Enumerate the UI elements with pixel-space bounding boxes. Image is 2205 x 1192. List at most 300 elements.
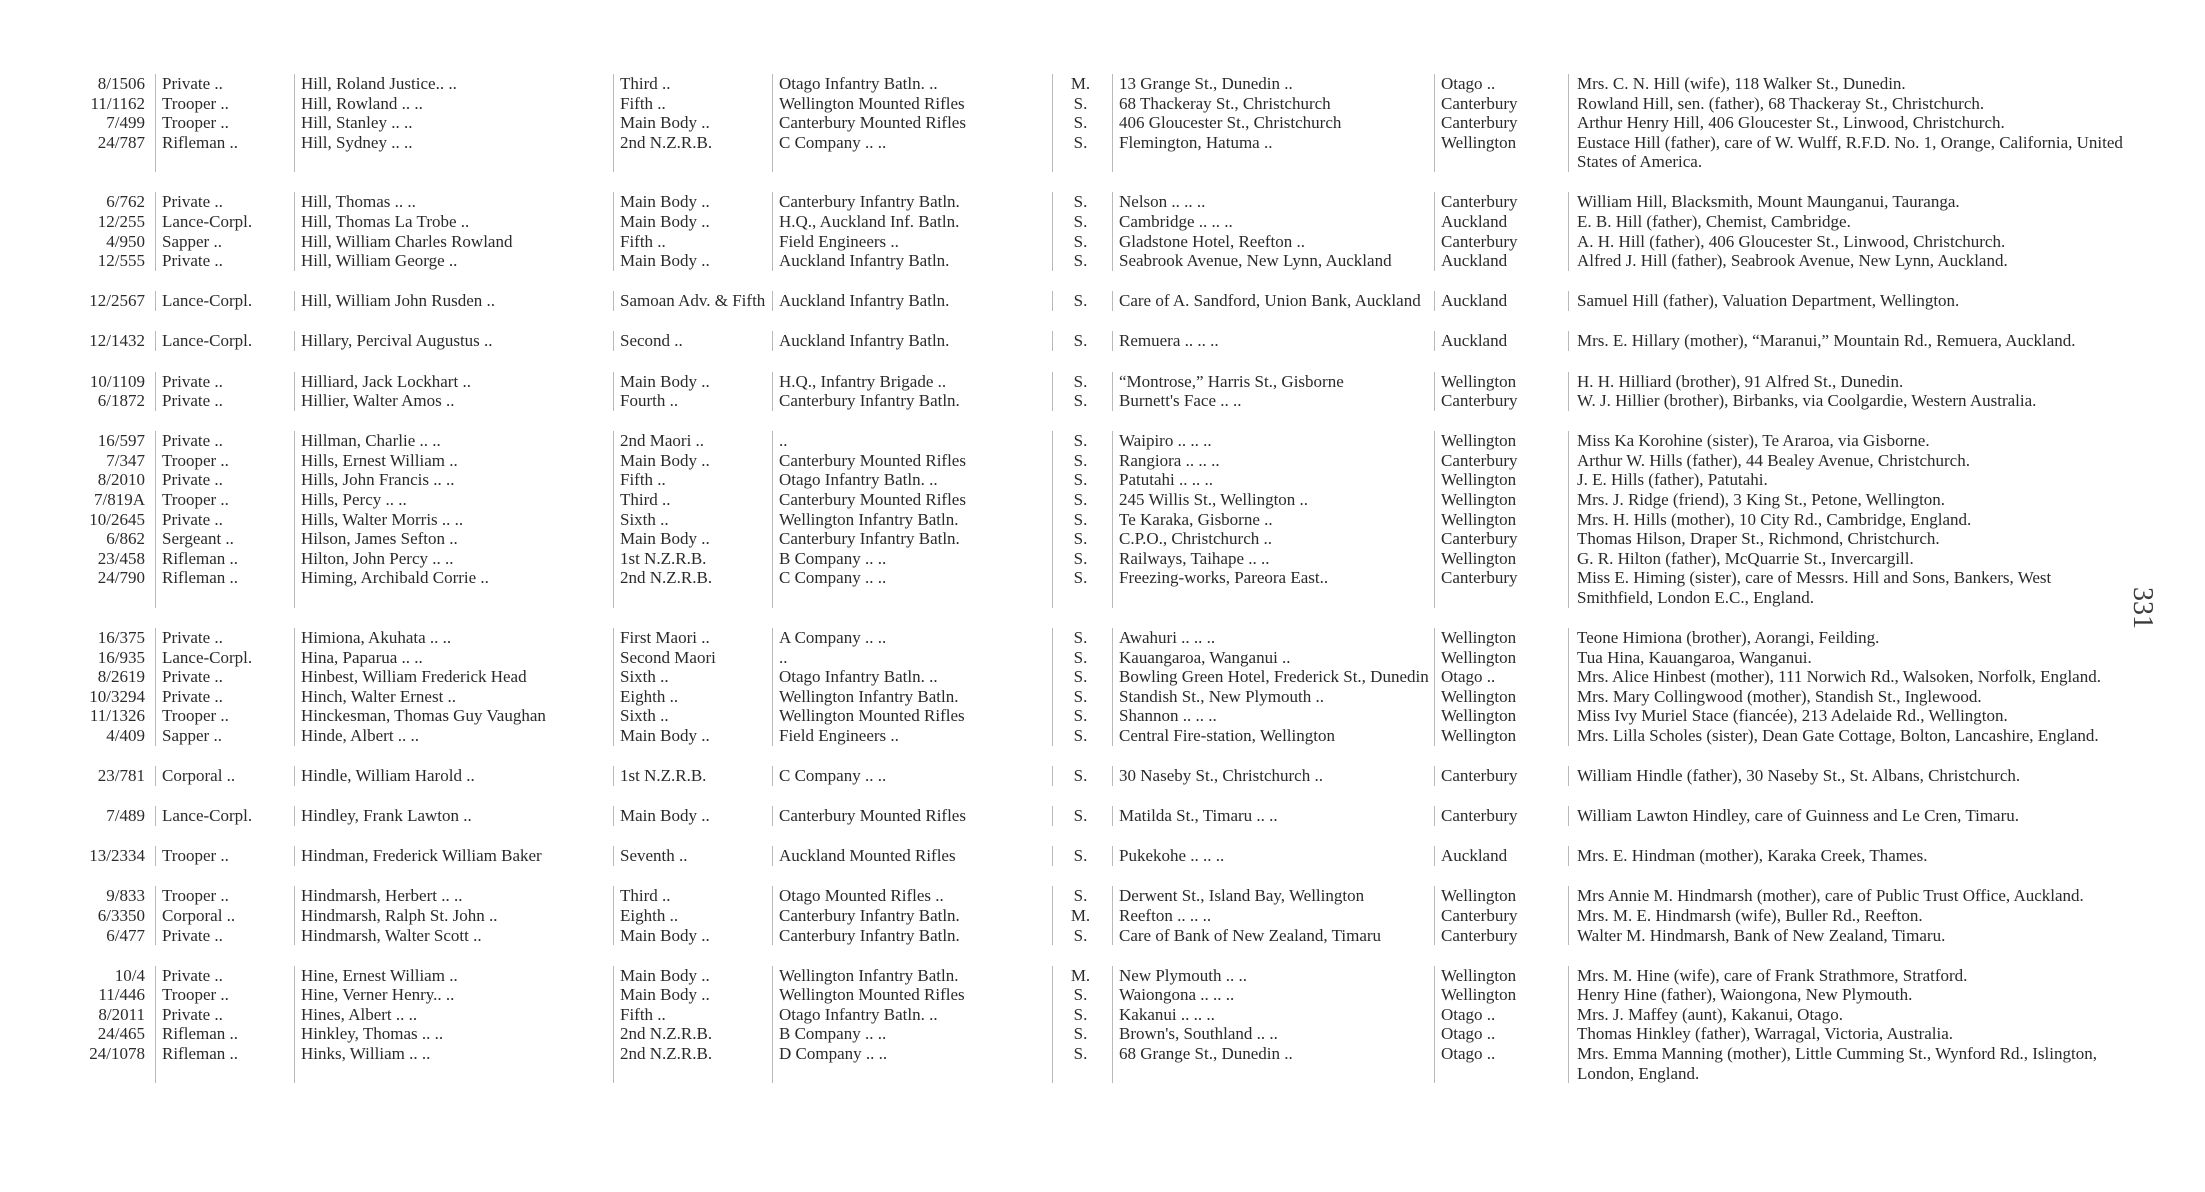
draft-cell: Main Body .. xyxy=(613,985,772,1005)
marital-status-cell: S. xyxy=(1052,1044,1112,1083)
next-of-kin-cell: Miss Ka Korohine (sister), Te Araroa, via Gisborne. xyxy=(1568,431,2130,451)
next-of-kin-cell: Mrs. M. E. Hindmarsh (wife), Buller Rd., Reefton. xyxy=(1568,906,2130,926)
rank-cell: Trooper .. xyxy=(155,985,294,1005)
district-cell: Canterbury xyxy=(1434,906,1568,926)
service-number-cell: 23/458 xyxy=(97,548,145,568)
district-cell: Wellington xyxy=(1434,510,1568,530)
district-cell: Canterbury xyxy=(1434,232,1568,252)
district-cell: Wellington xyxy=(1434,726,1568,746)
marital-status-cell: S. xyxy=(1052,232,1112,252)
unit-cell: Wellington Mounted Rifles xyxy=(772,706,1052,726)
draft-cell: Third .. xyxy=(613,74,772,94)
district-cell: Wellington xyxy=(1434,628,1568,648)
unit-cell: Canterbury Mounted Rifles xyxy=(772,451,1052,471)
draft-cell: First Maori .. xyxy=(613,628,772,648)
rank-cell: Trooper .. xyxy=(155,113,294,133)
last-address-cell: “Montrose,” Harris St., Gisborne xyxy=(1112,372,1434,392)
service-number-cell: 6/477 xyxy=(106,925,145,945)
soldier-name-cell: Hillman, Charlie .. .. xyxy=(294,431,613,451)
next-of-kin-cell: Eustace Hill (father), care of W. Wulff, R.F.D. No. 1, Orange, California, United States of America. xyxy=(1568,133,2130,172)
draft-cell: Second Maori xyxy=(613,648,772,668)
service-number-cell: 7/499 xyxy=(106,113,145,133)
service-number-cell: 9/833 xyxy=(106,886,145,906)
table-row xyxy=(55,251,2130,271)
rank-cell: Rifleman .. xyxy=(155,1044,294,1083)
next-of-kin-cell: Mrs. E. Hillary (mother), “Maranui,” Mountain Rd., Remuera, Auckland. xyxy=(1568,331,2130,351)
soldier-name-cell: Hinks, William .. .. xyxy=(294,1044,613,1083)
draft-cell: 1st N.Z.R.B. xyxy=(613,766,772,786)
service-number-cell: 10/2645 xyxy=(89,509,145,529)
next-of-kin-cell: Arthur W. Hills (father), 44 Bealey Avenue, Christchurch. xyxy=(1568,451,2130,471)
unit-cell: Canterbury Mounted Rifles xyxy=(772,490,1052,510)
unit-cell: A Company .. .. xyxy=(772,628,1052,648)
district-cell: Wellington xyxy=(1434,706,1568,726)
soldier-name-cell: Hilton, John Percy .. .. xyxy=(294,549,613,569)
soldier-name-cell: Hill, Sydney .. .. xyxy=(294,133,613,172)
unit-cell: C Company .. .. xyxy=(772,766,1052,786)
table-row xyxy=(55,291,2130,311)
soldier-name-cell: Hilliard, Jack Lockhart .. xyxy=(294,372,613,392)
marital-status-cell: S. xyxy=(1052,431,1112,451)
marital-status-cell: S. xyxy=(1052,251,1112,271)
last-address-cell: Derwent St., Island Bay, Wellington xyxy=(1112,886,1434,906)
soldier-name-cell: Hill, Thomas .. .. xyxy=(294,192,613,212)
soldier-name-cell: Hine, Ernest William .. xyxy=(294,966,613,986)
service-number-cell: 16/597 xyxy=(97,431,145,451)
soldier-name-cell: Hill, Roland Justice.. .. xyxy=(294,74,613,94)
rank-cell: Private .. xyxy=(155,74,294,94)
marital-status-cell: S. xyxy=(1052,985,1112,1005)
unit-cell: B Company .. .. xyxy=(772,1024,1052,1044)
soldier-name-cell: Hill, Thomas La Trobe .. xyxy=(294,212,613,232)
service-number-cell: 10/1109 xyxy=(89,371,145,391)
last-address-cell: Burnett's Face .. .. xyxy=(1112,391,1434,411)
table-row xyxy=(55,706,2130,726)
soldier-name-cell: Hilson, James Sefton .. xyxy=(294,529,613,549)
soldier-name-cell: Hillier, Walter Amos .. xyxy=(294,391,613,411)
table-row xyxy=(55,846,2130,866)
rank-cell: Private .. xyxy=(155,667,294,687)
last-address-cell: Pukekohe .. .. .. xyxy=(1112,846,1434,866)
district-cell: Wellington xyxy=(1434,490,1568,510)
next-of-kin-cell: Mrs. J. Ridge (friend), 3 King St., Petone, Wellington. xyxy=(1568,490,2130,510)
district-cell: Canterbury xyxy=(1434,926,1568,946)
unit-cell: Wellington Infantry Batln. xyxy=(772,687,1052,707)
next-of-kin-cell: A. H. Hill (father), 406 Gloucester St., Linwood, Christchurch. xyxy=(1568,232,2130,252)
next-of-kin-cell: Walter M. Hindmarsh, Bank of New Zealand, Timaru. xyxy=(1568,926,2130,946)
table-row xyxy=(55,966,2130,986)
unit-cell: B Company .. .. xyxy=(772,549,1052,569)
next-of-kin-cell: William Hindle (father), 30 Naseby St., St. Albans, Christchurch. xyxy=(1568,766,2130,786)
rank-cell: Trooper .. xyxy=(155,886,294,906)
rank-cell: Private .. xyxy=(155,372,294,392)
unit-cell: Wellington Mounted Rifles xyxy=(772,94,1052,114)
soldier-name-cell: Hindley, Frank Lawton .. xyxy=(294,806,613,826)
draft-cell: Sixth .. xyxy=(613,667,772,687)
table-row xyxy=(55,431,2130,451)
last-address-cell: Seabrook Avenue, New Lynn, Auckland xyxy=(1112,251,1434,271)
unit-cell: Auckland Infantry Batln. xyxy=(772,331,1052,351)
next-of-kin-cell: Thomas Hinkley (father), Warragal, Victoria, Australia. xyxy=(1568,1024,2130,1044)
draft-cell: Main Body .. xyxy=(613,926,772,946)
last-address-cell: Care of A. Sandford, Union Bank, Auckland xyxy=(1112,291,1434,311)
marital-status-cell: S. xyxy=(1052,372,1112,392)
soldier-name-cell: Hine, Verner Henry.. .. xyxy=(294,985,613,1005)
next-of-kin-cell: Teone Himiona (brother), Aorangi, Feilding. xyxy=(1568,628,2130,648)
next-of-kin-cell: Mrs. H. Hills (mother), 10 City Rd., Cambridge, England. xyxy=(1568,510,2130,530)
service-number-cell: 12/555 xyxy=(97,251,145,271)
draft-cell: Third .. xyxy=(613,886,772,906)
rank-cell: Corporal .. xyxy=(155,766,294,786)
rank-cell: Private .. xyxy=(155,470,294,490)
service-number-cell: 7/819A xyxy=(94,490,145,509)
service-number-cell: 8/2011 xyxy=(98,1004,145,1024)
draft-cell: Sixth .. xyxy=(613,706,772,726)
rank-cell: Trooper .. xyxy=(155,451,294,471)
unit-cell: Auckland Infantry Batln. xyxy=(772,291,1052,311)
table-row xyxy=(55,985,2130,1005)
table-row xyxy=(55,568,2130,607)
draft-cell: Main Body .. xyxy=(613,212,772,232)
district-cell: Canterbury xyxy=(1434,568,1568,607)
last-address-cell: Bowling Green Hotel, Frederick St., Dunedin xyxy=(1112,667,1434,687)
service-number-cell: 13/2334 xyxy=(89,846,145,866)
unit-cell: Wellington Mounted Rifles xyxy=(772,985,1052,1005)
district-cell: Otago .. xyxy=(1434,1024,1568,1044)
rank-cell: Rifleman .. xyxy=(155,549,294,569)
unit-cell: Otago Infantry Batln. .. xyxy=(772,74,1052,94)
marital-status-cell: S. xyxy=(1052,1024,1112,1044)
next-of-kin-cell: W. J. Hillier (brother), Birbanks, via Coolgardie, Western Australia. xyxy=(1568,391,2130,411)
district-cell: Auckland xyxy=(1434,331,1568,351)
soldier-name-cell: Himing, Archibald Corrie .. xyxy=(294,568,613,607)
draft-cell: Main Body .. xyxy=(613,806,772,826)
rank-cell: Rifleman .. xyxy=(155,568,294,607)
marital-status-cell: S. xyxy=(1052,766,1112,786)
rank-cell: Trooper .. xyxy=(155,94,294,114)
service-number-cell: 24/1078 xyxy=(89,1044,145,1064)
table-row xyxy=(55,470,2130,490)
next-of-kin-cell: Thomas Hilson, Draper St., Richmond, Christchurch. xyxy=(1568,529,2130,549)
next-of-kin-cell: Miss E. Himing (sister), care of Messrs. Hill and Sons, Bankers, West Smithfield, London E.C., England. xyxy=(1568,568,2130,607)
service-number-cell: 11/1326 xyxy=(89,706,145,726)
draft-cell: Main Body .. xyxy=(613,451,772,471)
marital-status-cell: S. xyxy=(1052,628,1112,648)
last-address-cell: Railways, Taihape .. .. xyxy=(1112,549,1434,569)
district-cell: Otago .. xyxy=(1434,667,1568,687)
last-address-cell: Patutahi .. .. .. xyxy=(1112,470,1434,490)
rank-cell: Private .. xyxy=(155,628,294,648)
marital-status-cell: S. xyxy=(1052,470,1112,490)
service-number-cell: 10/3294 xyxy=(89,686,145,706)
rank-cell: Trooper .. xyxy=(155,846,294,866)
table-row xyxy=(55,1044,2130,1083)
district-cell: Otago .. xyxy=(1434,74,1568,94)
rank-cell: Private .. xyxy=(155,391,294,411)
last-address-cell: 68 Grange St., Dunedin .. xyxy=(1112,1044,1434,1083)
draft-cell: 1st N.Z.R.B. xyxy=(613,549,772,569)
service-number-cell: 6/862 xyxy=(106,529,145,549)
table-row xyxy=(55,687,2130,707)
draft-cell: 2nd N.Z.R.B. xyxy=(613,568,772,607)
soldier-name-cell: Hinckesman, Thomas Guy Vaughan xyxy=(294,706,613,726)
table-row xyxy=(55,74,2130,94)
last-address-cell: New Plymouth .. .. xyxy=(1112,966,1434,986)
unit-cell: Auckland Mounted Rifles xyxy=(772,846,1052,866)
service-number-cell: 7/347 xyxy=(106,450,145,470)
service-number-cell: 12/2567 xyxy=(89,291,145,311)
rank-cell: Sergeant .. xyxy=(155,529,294,549)
marital-status-cell: S. xyxy=(1052,133,1112,172)
last-address-cell: Kauangaroa, Wanganui .. xyxy=(1112,648,1434,668)
marital-status-cell: S. xyxy=(1052,291,1112,311)
marital-status-cell: M. xyxy=(1052,906,1112,926)
rank-cell: Sapper .. xyxy=(155,232,294,252)
marital-status-cell: M. xyxy=(1052,966,1112,986)
table-row xyxy=(55,906,2130,926)
soldier-name-cell: Hill, Rowland .. .. xyxy=(294,94,613,114)
unit-cell: Canterbury Mounted Rifles xyxy=(772,806,1052,826)
district-cell: Auckland xyxy=(1434,251,1568,271)
last-address-cell: Kakanui .. .. .. xyxy=(1112,1005,1434,1025)
draft-cell: Fourth .. xyxy=(613,391,772,411)
soldier-name-cell: Hindman, Frederick William Baker xyxy=(294,846,613,866)
service-number-cell: 11/446 xyxy=(98,985,145,1005)
soldier-name-cell: Hinkley, Thomas .. .. xyxy=(294,1024,613,1044)
district-cell: Canterbury xyxy=(1434,806,1568,826)
next-of-kin-cell: Miss Ivy Muriel Stace (fiancée), 213 Adelaide Rd., Wellington. xyxy=(1568,706,2130,726)
unit-cell: Wellington Infantry Batln. xyxy=(772,510,1052,530)
unit-cell: Canterbury Infantry Batln. xyxy=(772,391,1052,411)
next-of-kin-cell: E. B. Hill (father), Chemist, Cambridge. xyxy=(1568,212,2130,232)
draft-cell: Main Body .. xyxy=(613,966,772,986)
last-address-cell: Brown's, Southland .. .. xyxy=(1112,1024,1434,1044)
draft-cell: Eighth .. xyxy=(613,687,772,707)
rank-cell: Corporal .. xyxy=(155,906,294,926)
rank-cell: Lance-Corpl. xyxy=(155,806,294,826)
district-cell: Canterbury xyxy=(1434,451,1568,471)
next-of-kin-cell: Mrs. M. Hine (wife), care of Frank Strathmore, Stratford. xyxy=(1568,966,2130,986)
unit-cell: Otago Infantry Batln. .. xyxy=(772,1005,1052,1025)
marital-status-cell: S. xyxy=(1052,549,1112,569)
unit-cell: Wellington Infantry Batln. xyxy=(772,966,1052,986)
rank-cell: Private .. xyxy=(155,510,294,530)
next-of-kin-cell: J. E. Hills (father), Patutahi. xyxy=(1568,470,2130,490)
last-address-cell: Cambridge .. .. .. xyxy=(1112,212,1434,232)
district-cell: Auckland xyxy=(1434,291,1568,311)
table-row xyxy=(55,232,2130,252)
soldier-name-cell: Himiona, Akuhata .. .. xyxy=(294,628,613,648)
service-number-cell: 6/1872 xyxy=(97,391,145,411)
rank-cell: Lance-Corpl. xyxy=(155,331,294,351)
next-of-kin-cell: Mrs. E. Hindman (mother), Karaka Creek, Thames. xyxy=(1568,846,2130,866)
draft-cell: Eighth .. xyxy=(613,906,772,926)
soldier-name-cell: Hillary, Percival Augustus .. xyxy=(294,331,613,351)
table-row xyxy=(55,1005,2130,1025)
unit-cell: Otago Infantry Batln. .. xyxy=(772,667,1052,687)
rank-cell: Private .. xyxy=(155,966,294,986)
last-address-cell: Standish St., New Plymouth .. xyxy=(1112,687,1434,707)
table-row xyxy=(55,212,2130,232)
unit-cell: Canterbury Infantry Batln. xyxy=(772,906,1052,926)
soldier-name-cell: Hills, Walter Morris .. .. xyxy=(294,510,613,530)
draft-cell: Second .. xyxy=(613,331,772,351)
district-cell: Auckland xyxy=(1434,212,1568,232)
marital-status-cell: S. xyxy=(1052,886,1112,906)
unit-cell: Canterbury Infantry Batln. xyxy=(772,926,1052,946)
table-row xyxy=(55,549,2130,569)
table-row xyxy=(55,628,2130,648)
marital-status-cell: S. xyxy=(1052,926,1112,946)
unit-cell: C Company .. .. xyxy=(772,568,1052,607)
last-address-cell: Shannon .. .. .. xyxy=(1112,706,1434,726)
rank-cell: Private .. xyxy=(155,192,294,212)
marital-status-cell: S. xyxy=(1052,331,1112,351)
last-address-cell: Central Fire-station, Wellington xyxy=(1112,726,1434,746)
service-number-cell: 7/489 xyxy=(106,806,145,826)
district-cell: Wellington xyxy=(1434,133,1568,172)
soldier-name-cell: Hines, Albert .. .. xyxy=(294,1005,613,1025)
marital-status-cell: S. xyxy=(1052,510,1112,530)
unit-cell: Otago Mounted Rifles .. xyxy=(772,886,1052,906)
marital-status-cell: S. xyxy=(1052,706,1112,726)
table-row xyxy=(55,529,2130,549)
service-number-cell: 10/4 xyxy=(114,965,145,985)
unit-cell: Otago Infantry Batln. .. xyxy=(772,470,1052,490)
district-cell: Canterbury xyxy=(1434,113,1568,133)
next-of-kin-cell: Alfred J. Hill (father), Seabrook Avenue, New Lynn, Auckland. xyxy=(1568,251,2130,271)
service-number-cell: 4/950 xyxy=(106,231,145,251)
marital-status-cell: S. xyxy=(1052,113,1112,133)
marital-status-cell: S. xyxy=(1052,667,1112,687)
district-cell: Wellington xyxy=(1434,966,1568,986)
table-row xyxy=(55,806,2130,826)
table-row xyxy=(55,766,2130,786)
unit-cell: .. xyxy=(772,431,1052,451)
service-number-cell: 24/787 xyxy=(97,132,145,152)
service-number-cell: 24/790 xyxy=(97,568,145,588)
table-row xyxy=(55,113,2130,133)
draft-cell: Main Body .. xyxy=(613,529,772,549)
marital-status-cell: M. xyxy=(1052,74,1112,94)
last-address-cell: Remuera .. .. .. xyxy=(1112,331,1434,351)
next-of-kin-cell: H. H. Hilliard (brother), 91 Alfred St., Dunedin. xyxy=(1568,372,2130,392)
rank-cell: Lance-Corpl. xyxy=(155,291,294,311)
table-row xyxy=(55,1024,2130,1044)
table-row xyxy=(55,886,2130,906)
draft-cell: Third .. xyxy=(613,490,772,510)
service-number-cell: 16/375 xyxy=(97,628,145,648)
soldier-name-cell: Hills, Ernest William .. xyxy=(294,451,613,471)
district-cell: Wellington xyxy=(1434,687,1568,707)
rank-cell: Rifleman .. xyxy=(155,133,294,172)
table-row xyxy=(55,926,2130,946)
next-of-kin-cell: Mrs. J. Maffey (aunt), Kakanui, Otago. xyxy=(1568,1005,2130,1025)
rank-cell: Private .. xyxy=(155,431,294,451)
next-of-kin-cell: Mrs. Lilla Scholes (sister), Dean Gate Cottage, Bolton, Lancashire, England. xyxy=(1568,726,2130,746)
service-number-cell: 11/1162 xyxy=(90,93,145,113)
soldier-name-cell: Hill, William Charles Rowland xyxy=(294,232,613,252)
last-address-cell: Awahuri .. .. .. xyxy=(1112,628,1434,648)
last-address-cell: Waiongona .. .. .. xyxy=(1112,985,1434,1005)
service-number-cell: 16/935 xyxy=(97,647,145,667)
next-of-kin-cell: Mrs. Mary Collingwood (mother), Standish St., Inglewood. xyxy=(1568,687,2130,707)
last-address-cell: 406 Gloucester St., Christchurch xyxy=(1112,113,1434,133)
last-address-cell: Matilda St., Timaru .. .. xyxy=(1112,806,1434,826)
rank-cell: Lance-Corpl. xyxy=(155,212,294,232)
marital-status-cell: S. xyxy=(1052,687,1112,707)
draft-cell: Sixth .. xyxy=(613,510,772,530)
soldier-name-cell: Hina, Paparua .. .. xyxy=(294,648,613,668)
last-address-cell: 245 Willis St., Wellington .. xyxy=(1112,490,1434,510)
table-row xyxy=(55,372,2130,392)
district-cell: Canterbury xyxy=(1434,94,1568,114)
marital-status-cell: S. xyxy=(1052,490,1112,510)
next-of-kin-cell: Henry Hine (father), Waiongona, New Plymouth. xyxy=(1568,985,2130,1005)
soldier-name-cell: Hinch, Walter Ernest .. xyxy=(294,687,613,707)
marital-status-cell: S. xyxy=(1052,1005,1112,1025)
service-number-cell: 12/255 xyxy=(97,212,145,232)
last-address-cell: Te Karaka, Gisborne .. xyxy=(1112,510,1434,530)
unit-cell: Auckland Infantry Batln. xyxy=(772,251,1052,271)
soldier-name-cell: Hill, Stanley .. .. xyxy=(294,113,613,133)
draft-cell: Seventh .. xyxy=(613,846,772,866)
rank-cell: Private .. xyxy=(155,1005,294,1025)
last-address-cell: C.P.O., Christchurch .. xyxy=(1112,529,1434,549)
unit-cell: Field Engineers .. xyxy=(772,232,1052,252)
soldier-name-cell: Hill, William George .. xyxy=(294,251,613,271)
draft-cell: 2nd N.Z.R.B. xyxy=(613,133,772,172)
draft-cell: Main Body .. xyxy=(613,251,772,271)
marital-status-cell: S. xyxy=(1052,192,1112,212)
draft-cell: Samoan Adv. & Fifth xyxy=(613,291,772,311)
unit-cell: C Company .. .. xyxy=(772,133,1052,172)
next-of-kin-cell: William Hill, Blacksmith, Mount Maunganui, Tauranga. xyxy=(1568,192,2130,212)
soldier-name-cell: Hindmarsh, Walter Scott .. xyxy=(294,926,613,946)
table-row xyxy=(55,490,2130,510)
next-of-kin-cell: G. R. Hilton (father), McQuarrie St., Invercargill. xyxy=(1568,549,2130,569)
table-row xyxy=(55,451,2130,471)
district-cell: Wellington xyxy=(1434,648,1568,668)
service-number-cell: 8/1506 xyxy=(97,74,145,93)
district-cell: Wellington xyxy=(1434,470,1568,490)
table-row xyxy=(55,94,2130,114)
soldier-name-cell: Hindle, William Harold .. xyxy=(294,766,613,786)
last-address-cell: 30 Naseby St., Christchurch .. xyxy=(1112,766,1434,786)
last-address-cell: Care of Bank of New Zealand, Timaru xyxy=(1112,926,1434,946)
district-cell: Otago .. xyxy=(1434,1005,1568,1025)
district-cell: Wellington xyxy=(1434,886,1568,906)
next-of-kin-cell: Mrs. C. N. Hill (wife), 118 Walker St., Dunedin. xyxy=(1568,74,2130,94)
marital-status-cell: S. xyxy=(1052,451,1112,471)
table-row xyxy=(55,648,2130,668)
last-address-cell: Reefton .. .. .. xyxy=(1112,906,1434,926)
district-cell: Canterbury xyxy=(1434,529,1568,549)
unit-cell: Field Engineers .. xyxy=(772,726,1052,746)
marital-status-cell: S. xyxy=(1052,529,1112,549)
next-of-kin-cell: Samuel Hill (father), Valuation Department, Wellington. xyxy=(1568,291,2130,311)
unit-cell: Canterbury Mounted Rifles xyxy=(772,113,1052,133)
district-cell: Canterbury xyxy=(1434,391,1568,411)
table-row xyxy=(55,726,2130,746)
next-of-kin-cell: Mrs. Alice Hinbest (mother), 111 Norwich Rd., Walsoken, Norfolk, England. xyxy=(1568,667,2130,687)
soldier-name-cell: Hill, William John Rusden .. xyxy=(294,291,613,311)
draft-cell: Fifth .. xyxy=(613,94,772,114)
table-row xyxy=(55,133,2130,172)
rank-cell: Lance-Corpl. xyxy=(155,648,294,668)
marital-status-cell: S. xyxy=(1052,806,1112,826)
draft-cell: 2nd N.Z.R.B. xyxy=(613,1044,772,1083)
